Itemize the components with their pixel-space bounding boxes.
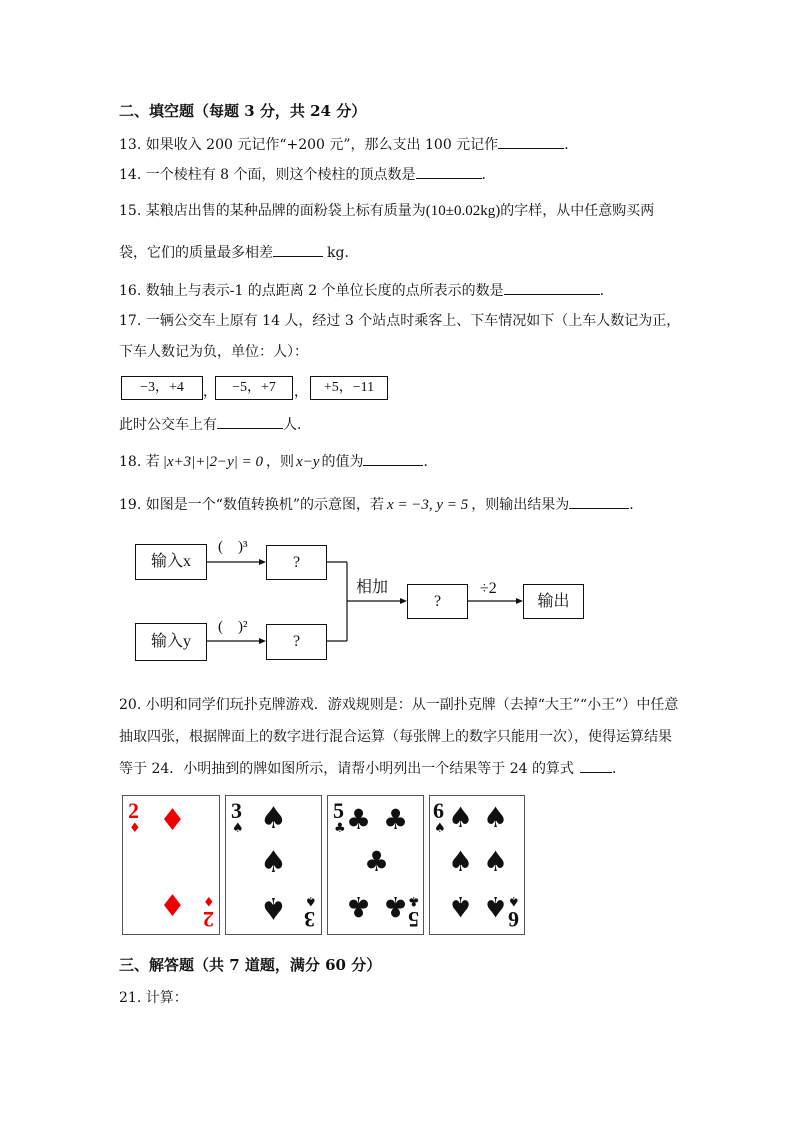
question-17-line-3-text: 此时公交车上有 (119, 417, 217, 433)
question-17-line-1: 17. 一辆公交车上原有 14 人，经过 3 个站点时乘客上、下车情况如下（上车人数记为正， (119, 313, 681, 329)
card-4-rank: 6 (433, 798, 444, 823)
box-separator-1: ， (203, 384, 217, 400)
question-18-expr2: x−y (296, 454, 320, 470)
box-separator-2: ， (294, 384, 308, 400)
question-19-pre: 19. 如图是一个“数值转换机”的示意图，若 (119, 497, 385, 513)
card-three-of-spades (225, 795, 322, 935)
section-3-heading: 三、解答题（共 7 道题，满分 60 分） (119, 956, 382, 974)
club-icon: ♣ (346, 890, 372, 923)
section-2-heading: 二、填空题（每题 3 分，共 24 分） (119, 102, 367, 120)
question-20-line-3 (119, 758, 626, 779)
card-2-rank: 3 (231, 798, 242, 823)
question-17-line-3-end: 人． (283, 417, 311, 433)
club-icon: ♣ (334, 821, 346, 836)
input-y-box: 输入y (135, 623, 207, 661)
question-15-expr: (10±0.02kg) (425, 203, 501, 219)
question-14-end: ． (481, 167, 496, 183)
question-20-line-2: 抽取四张，根据牌面上的数字进行混合运算（每张牌上的数字只能用一次），使得运算结果 (119, 729, 672, 745)
spade-icon: ♠ (483, 845, 509, 878)
card-six-of-spades (429, 795, 525, 935)
diamond-icon: ♦ (159, 803, 186, 838)
spade-icon: ♠ (483, 890, 509, 923)
question-21: 21. 计算： (119, 990, 188, 1006)
card-2-rank-inverted: 3 (304, 907, 315, 932)
spade-icon: ♠ (232, 821, 244, 836)
question-20-line-3-text: 等于 24．小明抽到的牌如图所示，请帮小明列出一个结果等于 24 的算式 (119, 761, 574, 777)
station-box-2: −5，+7 (215, 376, 293, 400)
card-two-of-diamonds (122, 795, 220, 935)
spade-icon: ♠ (448, 801, 474, 834)
card-3-rank-inverted: 5 (408, 907, 419, 932)
spade-icon: ♠ (260, 890, 287, 925)
question-18-pre: 18. 若 (119, 454, 160, 470)
question-15-text: 15. 某粮店出售的某种品牌的面粉袋上标有质量为 (119, 203, 426, 219)
station-box-3: +5，−11 (310, 376, 388, 400)
club-icon: ♣ (364, 845, 390, 878)
card-1-rank-inverted: 2 (203, 907, 214, 932)
question-17-line-2: 下车人数记为负，单位：人）： (119, 344, 308, 360)
station-box-1: −3，+4 (121, 376, 203, 400)
spade-icon: ♠ (483, 801, 509, 834)
question-18-expr: |x+3|+|2−y| = 0 (162, 454, 264, 470)
spade-icon: ♠ (508, 893, 520, 908)
question-15-text-b: 的字样，从中任意购买两 (500, 203, 655, 219)
question-19-end: ． (629, 497, 644, 513)
question-15-unit: kg． (327, 245, 359, 261)
card-4-rank-inverted: 6 (508, 907, 519, 932)
spade-icon: ♠ (260, 845, 287, 880)
question-13-end: ． (564, 137, 579, 153)
input-x-box: 输入x (135, 544, 207, 580)
question-15-line-2-text: 袋，它们的质量最多相差 (119, 245, 273, 261)
diamond-icon: ♦ (203, 893, 215, 908)
club-icon: ♣ (408, 893, 420, 908)
question-16-text: 16. 数轴上与表示-1 的点距离 2 个单位长度的点所表示的数是 (119, 283, 504, 299)
question-16-end: . (599, 283, 605, 299)
question-20-line-1: 20. 小明和同学们玩扑克牌游戏．游戏规则是：从一副扑克牌（去掉“大王”“小王”）中任意 (119, 697, 679, 713)
cube-operation-label: ( )³ (218, 539, 248, 555)
card-3-rank: 5 (333, 798, 344, 823)
answer-blank-20[interactable] (580, 758, 612, 773)
question-19-post: ，则输出结果为 (471, 497, 570, 513)
card-five-of-clubs (327, 795, 424, 935)
question-13-text: 13. 如果收入 200 元记作“+200 元”，那么支出 100 元记作 (119, 137, 499, 153)
question-19-expr: x = −3, y = 5 (387, 497, 469, 513)
club-icon: ♣ (383, 803, 409, 836)
spade-icon: ♠ (305, 893, 317, 908)
divide-operation-label: ÷2 (480, 580, 497, 597)
question-18-mid: ，则 (266, 454, 295, 470)
club-icon: ♣ (346, 803, 372, 836)
card-1-rank: 2 (128, 798, 139, 823)
diamond-icon: ♦ (129, 821, 141, 836)
spade-icon: ♠ (448, 845, 474, 878)
question-18-post: 的值为 (321, 454, 364, 470)
question-18-end: ． (423, 454, 438, 470)
square-result-box: ? (266, 624, 327, 660)
spade-icon: ♠ (448, 890, 474, 923)
square-operation-label: ( )² (218, 619, 248, 635)
cube-result-box: ? (266, 545, 327, 580)
add-operation-label: 相加 (356, 577, 389, 596)
diamond-icon: ♦ (159, 889, 186, 924)
sum-result-box: ? (407, 584, 468, 619)
question-14-text: 14. 一个棱柱有 8 个面，则这个棱柱的顶点数是 (119, 167, 416, 183)
output-box: 输出 (523, 584, 584, 619)
spade-icon: ♠ (260, 801, 287, 836)
question-20-end: ． (611, 761, 626, 777)
spade-icon: ♠ (434, 821, 446, 836)
club-icon: ♣ (383, 890, 409, 923)
